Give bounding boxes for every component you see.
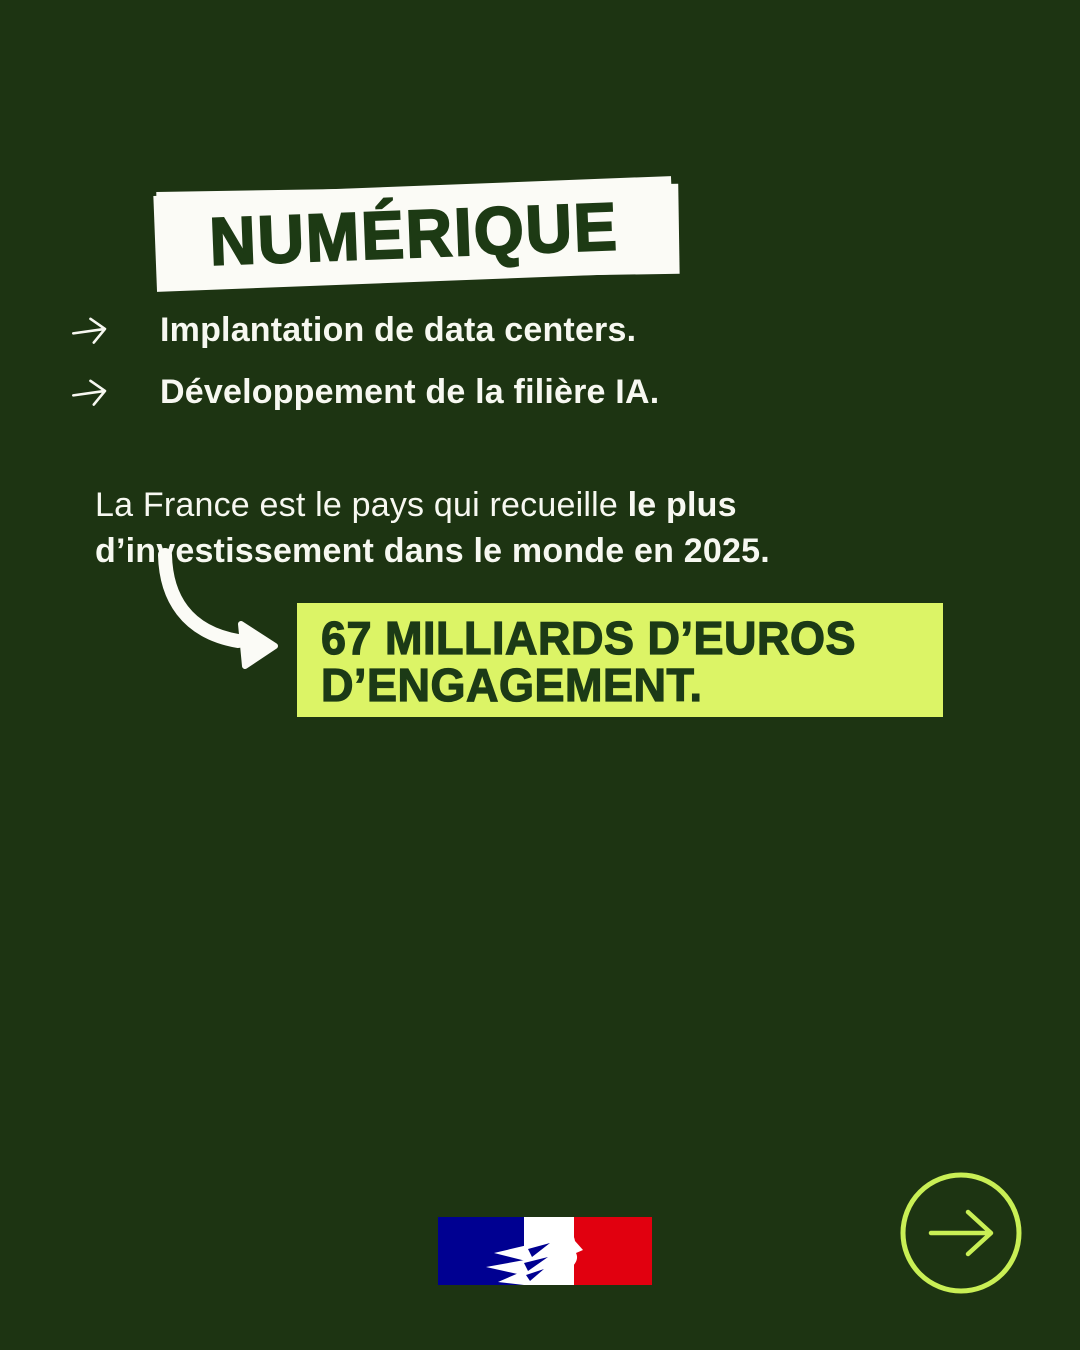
list-item <box>70 368 659 416</box>
arrow-right-icon <box>68 374 112 409</box>
highlight-line-2: D’ENGAGEMENT. <box>321 658 703 711</box>
list-item <box>70 306 659 354</box>
bullet-list <box>70 306 659 430</box>
paragraph-bold-text: d’investissement dans le monde en 2025. <box>95 532 770 570</box>
arrow-right-icon <box>68 312 112 347</box>
french-republic-marianne-logo <box>438 1216 652 1286</box>
arrow-right-circle-icon <box>897 1169 1025 1297</box>
curved-arrow-icon <box>138 537 288 672</box>
bullet-label: Développement de la filière IA. <box>160 372 660 411</box>
highlight-line-1: 67 MILLIARDS D’EUROS <box>321 611 857 664</box>
paragraph-bold-text: le plus <box>627 486 737 524</box>
highlight-box <box>297 603 943 717</box>
page-title: NUMÉRIQUE <box>208 188 620 280</box>
title-banner <box>153 176 674 292</box>
next-button[interactable] <box>897 1169 1025 1297</box>
bullet-label: Implantation de data centers. <box>160 310 637 349</box>
paragraph-normal-text: La France est le pays qui recueille <box>95 486 628 524</box>
